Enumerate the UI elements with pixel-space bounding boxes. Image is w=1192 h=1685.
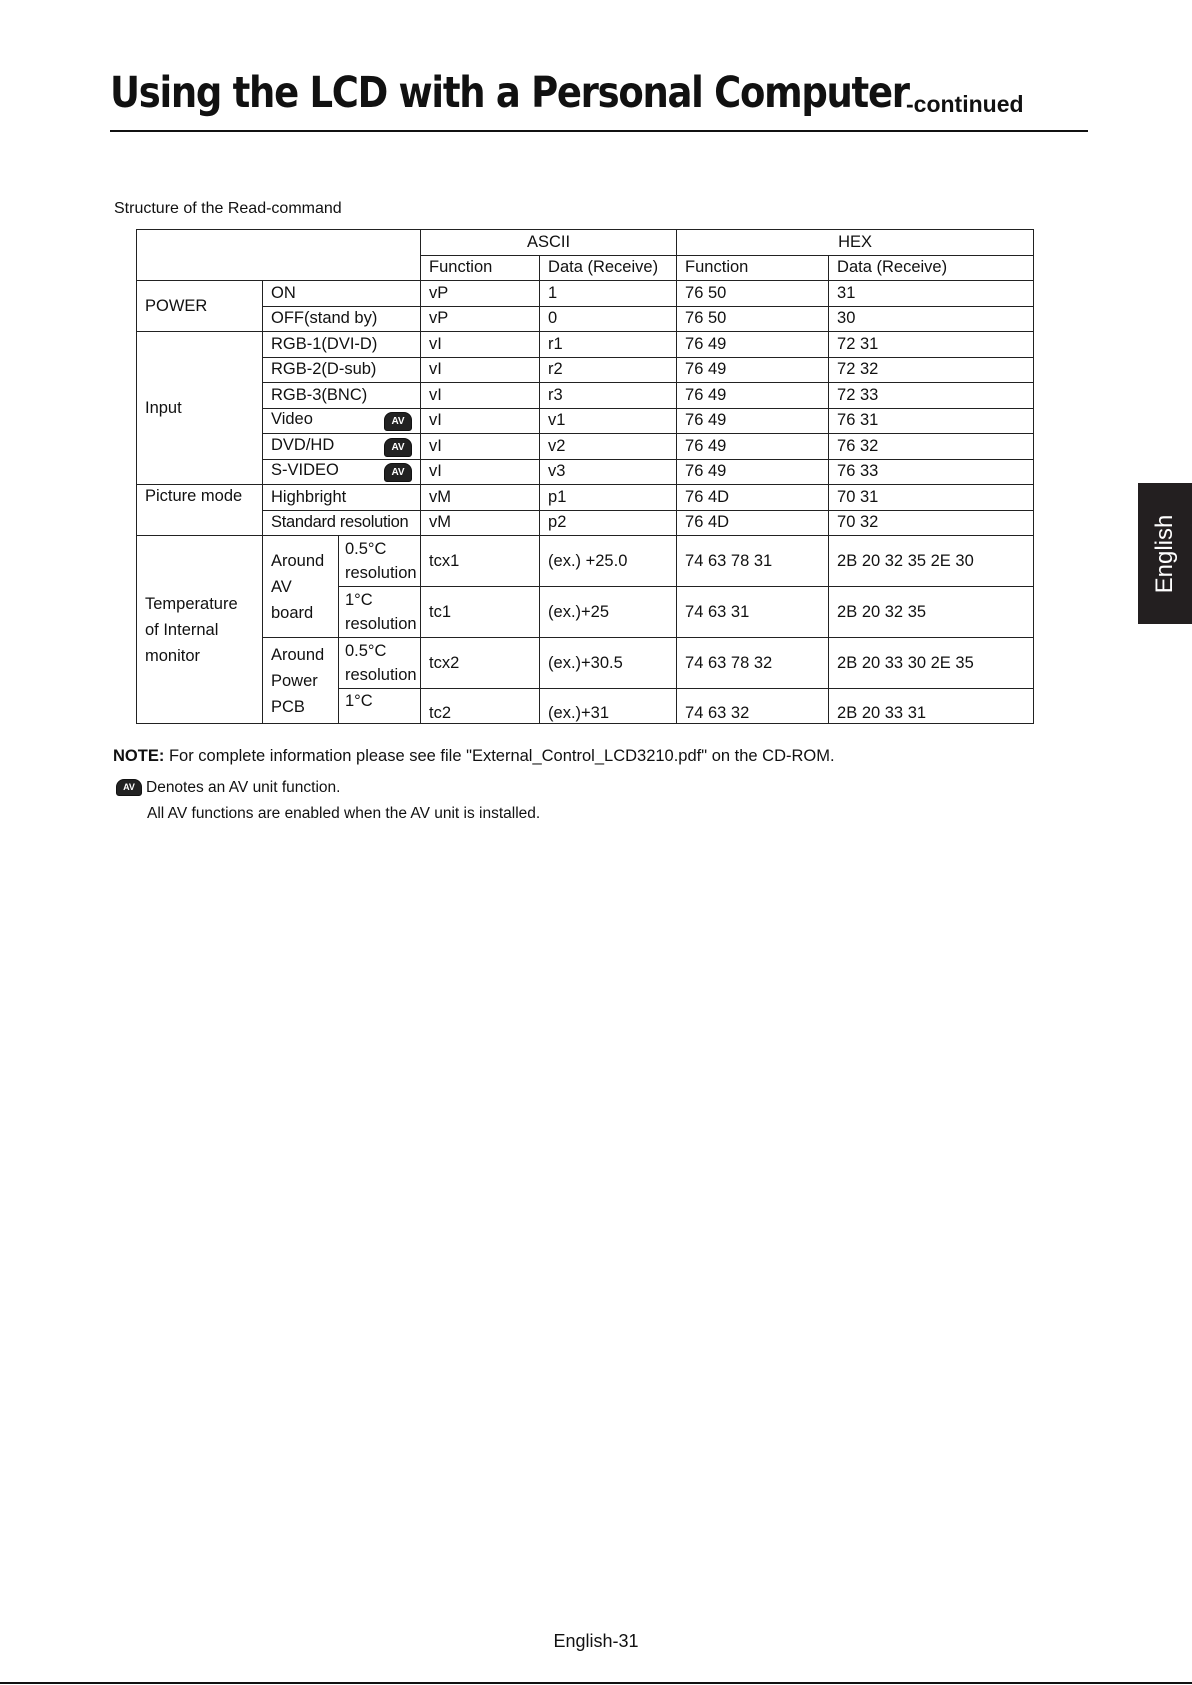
hex-data-cell: 30 — [829, 306, 1034, 332]
hex-data-cell: 31 — [829, 281, 1034, 307]
hex-data-cell: 72 31 — [829, 332, 1034, 358]
hex-function-cell: 76 49 — [677, 332, 829, 358]
hex-data-cell: 76 33 — [829, 459, 1034, 485]
ascii-function-cell: vI — [421, 459, 540, 485]
ascii-function-cell: vM — [421, 485, 540, 511]
group-label-input: Input — [137, 332, 263, 485]
hex-data-cell: 72 33 — [829, 383, 1034, 409]
av-note-line1: Denotes an AV unit function. — [146, 779, 341, 796]
hex-data-cell: 76 32 — [829, 434, 1034, 460]
resolution-cell: 1°C — [339, 689, 421, 724]
table-corner — [137, 230, 421, 281]
ascii-data-cell: (ex.)+30.5 — [540, 638, 677, 689]
ascii-function-cell: tc2 — [421, 689, 540, 724]
hex-function-cell: 74 63 78 31 — [677, 536, 829, 587]
hex-function-cell: 76 4D — [677, 485, 829, 511]
ascii-data-cell: r2 — [540, 357, 677, 383]
table-row — [137, 638, 1034, 689]
av-note-line2: All AV functions are enabled when the AV unit is installed. — [147, 805, 541, 822]
item-cell: RGB-3(BNC) — [263, 383, 421, 409]
item-cell — [263, 408, 421, 434]
page-subtitle: -continued — [906, 91, 1024, 117]
read-command-table — [136, 229, 1034, 724]
item-cell: ON — [263, 281, 421, 307]
item-cell: OFF(stand by) — [263, 306, 421, 332]
hex-data-cell: 70 31 — [829, 485, 1034, 511]
item-cell: RGB-1(DVI-D) — [263, 332, 421, 358]
ascii-function-cell: vI — [421, 357, 540, 383]
item-cell: Standard resolution — [263, 510, 421, 536]
table-row — [137, 408, 1034, 434]
ascii-data-cell: v2 — [540, 434, 677, 460]
group-label-power: POWER — [137, 281, 263, 332]
hex-function-cell: 74 63 78 32 — [677, 638, 829, 689]
ascii-data-cell: 0 — [540, 306, 677, 332]
ascii-data-cell: (ex.)+31 — [540, 689, 677, 724]
resolution-cell: 0.5°C resolution — [339, 638, 421, 689]
hex-function-cell: 76 50 — [677, 281, 829, 307]
hex-function-cell: 74 63 31 — [677, 587, 829, 638]
note-label: NOTE: — [113, 747, 165, 765]
table-row — [137, 332, 1034, 358]
table-row — [137, 434, 1034, 460]
hex-data-cell: 2B 20 33 31 — [829, 689, 1034, 724]
av-note — [116, 779, 340, 797]
item-label: S-VIDEO — [271, 461, 339, 480]
sub-group-av-board: Around AV board — [263, 536, 339, 638]
group-label-temperature: Temperature of Internal monitor — [137, 536, 263, 724]
ascii-data-cell: 1 — [540, 281, 677, 307]
page-number: English-31 — [553, 1631, 639, 1651]
ascii-data-cell: r1 — [540, 332, 677, 358]
item-cell — [263, 434, 421, 460]
hex-function-cell: 76 49 — [677, 459, 829, 485]
hex-data-cell: 2B 20 33 30 2E 35 — [829, 638, 1034, 689]
ascii-data-cell: (ex.) +25.0 — [540, 536, 677, 587]
ascii-function-cell: tc1 — [421, 587, 540, 638]
table-row — [137, 281, 1034, 307]
hex-data-cell: 2B 20 32 35 — [829, 587, 1034, 638]
ascii-function-cell: vP — [421, 281, 540, 307]
hex-header: HEX — [677, 230, 1034, 256]
hex-data-cell: 72 32 — [829, 357, 1034, 383]
item-label: Video — [271, 410, 313, 429]
table-header-row — [137, 230, 1034, 256]
hex-function-cell: 76 49 — [677, 408, 829, 434]
table-row — [137, 536, 1034, 587]
ascii-data-cell: r3 — [540, 383, 677, 409]
hex-function-cell: 76 49 — [677, 434, 829, 460]
ascii-function-header: Function — [421, 255, 540, 281]
ascii-function-cell: vI — [421, 332, 540, 358]
page-header — [110, 68, 1088, 132]
note-text: For complete information please see file "External_Control_LCD3210.pdf" on the CD-ROM. — [168, 747, 835, 765]
item-cell — [263, 459, 421, 485]
table-row — [137, 306, 1034, 332]
av-icon: AV — [384, 412, 412, 431]
hex-data-header: Data (Receive) — [829, 255, 1034, 281]
ascii-data-cell: (ex.)+25 — [540, 587, 677, 638]
group-label-picture-mode: Picture mode — [137, 485, 263, 536]
language-tab-label: English — [1151, 514, 1178, 593]
ascii-data-cell: v3 — [540, 459, 677, 485]
ascii-data-cell: p2 — [540, 510, 677, 536]
hex-function-cell: 76 50 — [677, 306, 829, 332]
ascii-data-cell: v1 — [540, 408, 677, 434]
hex-function-cell: 76 49 — [677, 357, 829, 383]
table-row — [137, 357, 1034, 383]
section-label: Structure of the Read-command — [114, 200, 342, 217]
ascii-data-cell: p1 — [540, 485, 677, 511]
ascii-function-cell: vI — [421, 383, 540, 409]
resolution-cell: 0.5°C resolution — [339, 536, 421, 587]
table-row — [137, 383, 1034, 409]
ascii-header: ASCII — [421, 230, 677, 256]
item-cell: RGB-2(D-sub) — [263, 357, 421, 383]
hex-function-cell: 74 63 32 — [677, 689, 829, 724]
hex-data-cell: 70 32 — [829, 510, 1034, 536]
ascii-function-cell: vP — [421, 306, 540, 332]
av-icon: AV — [384, 438, 412, 457]
page-title: Using the LCD with a Personal Computer — [110, 68, 909, 118]
language-tab — [1138, 483, 1192, 624]
note — [113, 747, 835, 766]
bottom-rule — [0, 1682, 1192, 1684]
sub-group-power-pcb: Around Power PCB — [263, 638, 339, 724]
ascii-function-cell: vI — [421, 408, 540, 434]
hex-data-cell: 76 31 — [829, 408, 1034, 434]
hex-function-cell: 76 4D — [677, 510, 829, 536]
hex-function-header: Function — [677, 255, 829, 281]
hex-data-cell: 2B 20 32 35 2E 30 — [829, 536, 1034, 587]
item-label: DVD/HD — [271, 435, 335, 454]
table-row — [137, 459, 1034, 485]
av-icon: AV — [116, 779, 142, 796]
table-row — [137, 485, 1034, 511]
item-cell: Highbright — [263, 485, 421, 511]
ascii-data-header: Data (Receive) — [540, 255, 677, 281]
ascii-function-cell: vI — [421, 434, 540, 460]
av-icon: AV — [384, 463, 412, 482]
table-row — [137, 510, 1034, 536]
hex-function-cell: 76 49 — [677, 383, 829, 409]
ascii-function-cell: vM — [421, 510, 540, 536]
ascii-function-cell: tcx1 — [421, 536, 540, 587]
resolution-cell: 1°C resolution — [339, 587, 421, 638]
ascii-function-cell: tcx2 — [421, 638, 540, 689]
